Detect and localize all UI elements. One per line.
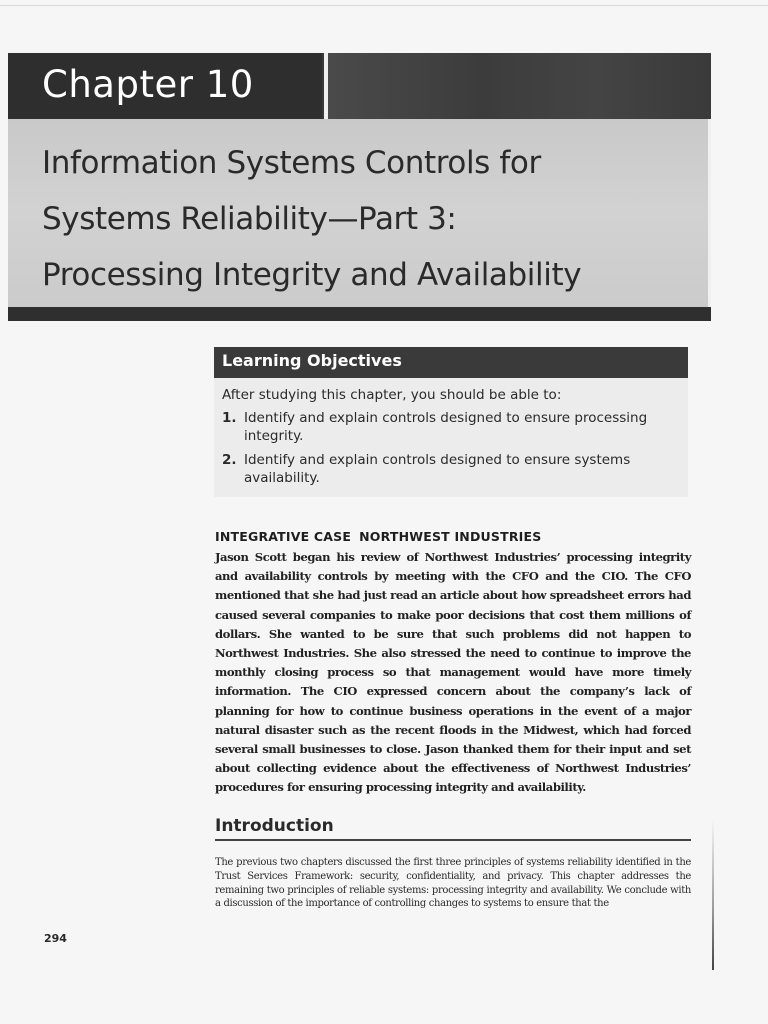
objective-number: 1. xyxy=(222,410,237,426)
title-bottom-bar xyxy=(8,307,711,321)
chapter-title-band xyxy=(8,119,711,307)
chapter-title-line: Systems Reliability—Part 3: xyxy=(42,201,457,237)
introduction-body: The previous two chapters discussed the first three principles of systems reliability identified in the Trust Services Framework: security, confidentiality, and privacy. This chapter addresses the remaining two principles of reliable systems: processing integrity and availability. We conclude with a discussion of the importance of controlling changes to systems to ensure that the xyxy=(215,857,691,910)
objective-number: 2. xyxy=(222,452,237,468)
page-edge-shadow xyxy=(712,820,714,970)
case-label: INTEGRATIVE CASE xyxy=(215,529,352,544)
introduction-rule xyxy=(215,839,691,841)
learning-objectives-intro: After studying this chapter, you should be able to: xyxy=(222,387,562,403)
learning-objective-item xyxy=(222,409,682,445)
integrative-case-heading xyxy=(215,529,541,544)
integrative-case-body: Jason Scott began his review of Northwest Industries’ processing integrity and availability controls by meeting with the CFO and the CIO. The CFO mentioned that she had just read an article about how spreadsheet errors had caused several companies to make poor decisions that cost them millions of dollars. She wanted to be sure that such problems did not happen to Northwest Industries. She also stressed the need to continue to improve the monthly closing process so that management would have more timely information. The CIO expressed concern about the company’s lack of planning for how to continue business operations in the event of a major natural disaster such as the recent floods in the Midwest, which had forced several small businesses to close. Jason thanked them for their input and set about collecting evidence about the effectiveness of Northwest Industries’ procedures for ensuring processing integrity and availability. xyxy=(215,550,691,795)
page-number: 294 xyxy=(44,932,67,945)
objective-text: Identify and explain controls designed to ensure systems availability. xyxy=(244,452,631,486)
chapter-label: Chapter 10 xyxy=(42,63,254,106)
objective-text: Identify and explain controls designed to ensure processing integrity. xyxy=(244,410,648,444)
learning-objectives-header xyxy=(214,347,688,378)
learning-objectives-heading: Learning Objectives xyxy=(222,351,402,370)
case-company: NORTHWEST INDUSTRIES xyxy=(359,529,542,544)
introduction-heading: Introduction xyxy=(215,816,334,836)
chapter-title-line: Information Systems Controls for xyxy=(42,145,541,181)
chapter-title xyxy=(42,135,702,303)
learning-objectives-list xyxy=(222,409,682,493)
chapter-title-line: Processing Integrity and Availability xyxy=(42,257,582,293)
top-rule xyxy=(0,5,768,6)
learning-objective-item xyxy=(222,451,682,487)
chapter-banner xyxy=(8,53,711,119)
learning-objectives-box xyxy=(214,347,688,497)
